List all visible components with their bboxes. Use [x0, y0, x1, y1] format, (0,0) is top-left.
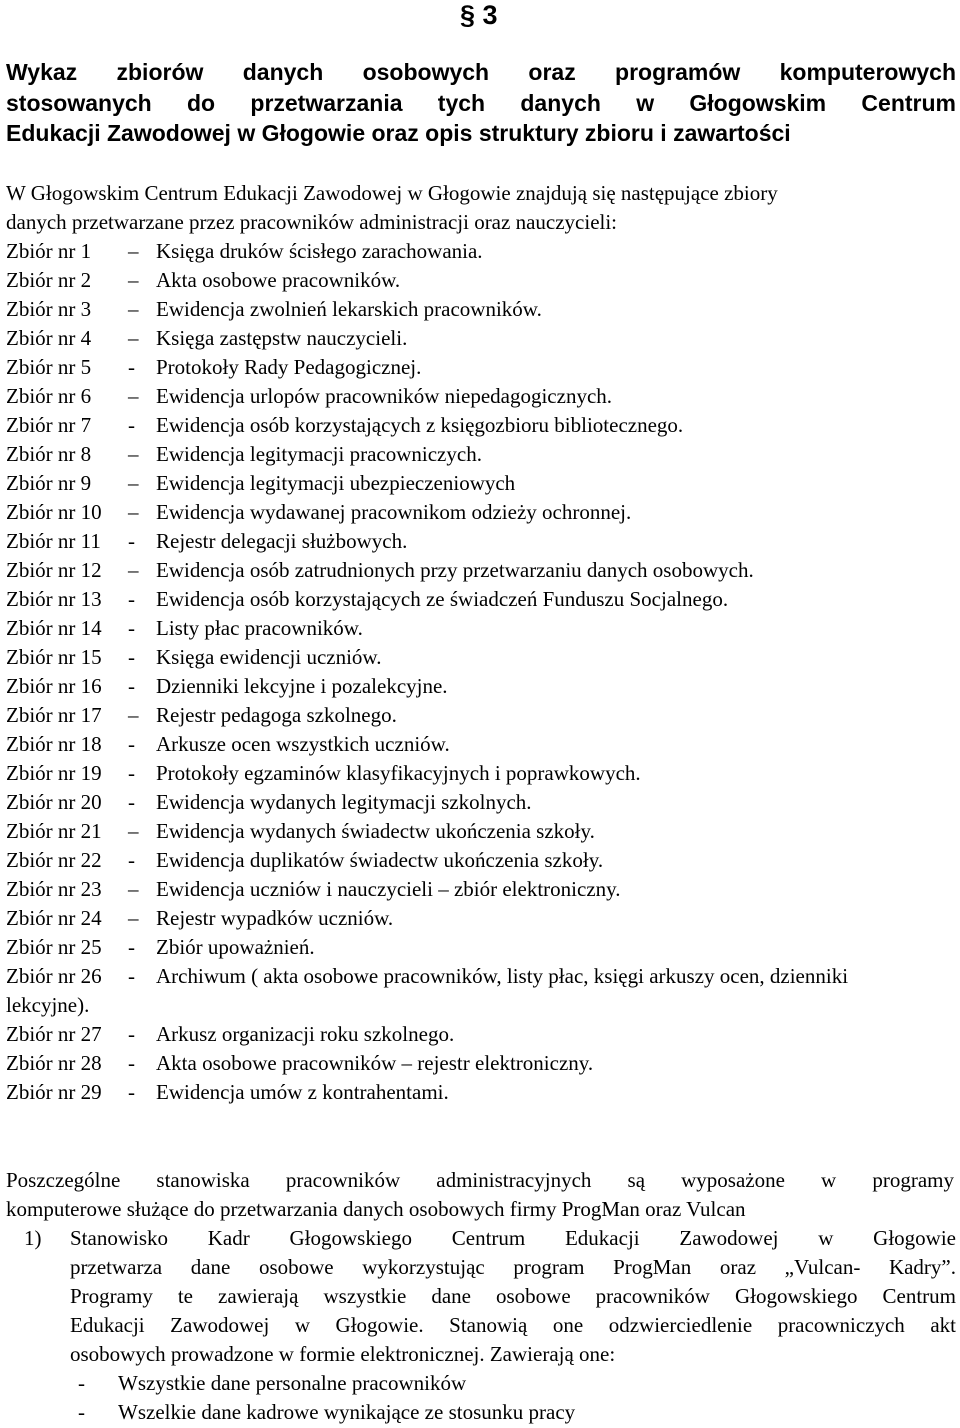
- intro-paragraph: [6, 179, 956, 237]
- collection-name: Ewidencja urlopów pracowników niepedagogicznych.: [156, 384, 613, 408]
- title-line: Edukacji Zawodowej w Głogowie oraz opis struktury zbioru i zawartości: [6, 120, 791, 146]
- document-title: [6, 57, 956, 149]
- collection-item: [6, 353, 956, 382]
- programs-line: komputerowe służące do przetwarzania danych osobowych firmy ProgMan oraz Vulcan: [6, 1197, 746, 1221]
- collection-item: [6, 585, 956, 614]
- collection-number: Zbiór nr 18: [6, 732, 102, 756]
- title-line: stosowanych do przetwarzania tych danych w Głogowskim Centrum: [6, 89, 956, 116]
- collection-number: Zbiór nr 17: [6, 703, 102, 727]
- section-mark: § 3: [460, 0, 498, 30]
- item-line: Stanowisko Kadr Głogowskiego Centrum Edukacji Zawodowej w Głogowie: [70, 1226, 956, 1250]
- collection-name: Rejestr wypadków uczniów.: [156, 906, 394, 930]
- intro-line: W Głogowskim Centrum Edukacji Zawodowej w Głogowie znajdują się następujące zbiory: [6, 181, 778, 205]
- collection-separator: –: [128, 297, 139, 321]
- collection-item: [6, 469, 956, 498]
- collection-name: Akta osobowe pracowników.: [156, 268, 401, 292]
- collection-name: Ewidencja wydanych legitymacji szkolnych.: [156, 790, 532, 814]
- collection-name: Arkusz organizacji roku szkolnego.: [156, 1022, 455, 1046]
- collection-separator: –: [128, 906, 139, 930]
- collection-name: Księga druków ścisłego zarachowania.: [156, 239, 483, 263]
- collection-number: Zbiór nr 13: [6, 587, 102, 611]
- collection-name: Księga ewidencji uczniów.: [156, 645, 382, 669]
- collections-list: [6, 237, 956, 1107]
- collection-name: Ewidencja duplikatów świadectw ukończenia szkoły.: [156, 848, 604, 872]
- collection-item: [6, 788, 956, 817]
- item-bullet-list: [70, 1369, 956, 1427]
- collection-separator: –: [128, 442, 139, 466]
- collection-separator: –: [128, 819, 139, 843]
- collection-item: [6, 643, 956, 672]
- collection-separator: –: [128, 384, 139, 408]
- bullet-item: [34, 1369, 956, 1398]
- collection-name: Dzienniki lekcyjne i pozalekcyjne.: [156, 674, 448, 698]
- collection-separator: -: [128, 1022, 135, 1046]
- item-line: przetwarza dane osobowe wykorzystując program ProgMan oraz „Vulcan- Kadry”.: [70, 1255, 956, 1279]
- intro-line: danych przetwarzane przez pracowników administracji oraz nauczycieli:: [6, 210, 618, 234]
- collection-name: Ewidencja uczniów i nauczycieli – zbiór elektroniczny.: [156, 877, 621, 901]
- collection-item: [6, 382, 956, 411]
- collection-number: Zbiór nr 11: [6, 529, 101, 553]
- collection-separator: –: [128, 268, 139, 292]
- collection-number: Zbiór nr 25: [6, 935, 102, 959]
- collection-item: [6, 556, 956, 585]
- collection-name: Ewidencja wydawanej pracownikom odzieży ochronnej.: [156, 500, 632, 524]
- collection-separator: -: [128, 616, 135, 640]
- collection-name: Ewidencja zwolnień lekarskich pracowników.: [156, 297, 542, 321]
- collection-name: Księga zastępstw nauczycieli.: [156, 326, 408, 350]
- collection-item: [6, 701, 956, 730]
- collection-name: Ewidencja legitymacji pracowniczych.: [156, 442, 482, 466]
- item-line: Edukacji Zawodowej w Głogowie. Stanowią one odzwierciedlenie pracowniczych akt: [70, 1313, 956, 1337]
- collection-item: [6, 962, 906, 1020]
- collection-name: Rejestr pedagoga szkolnego.: [156, 703, 397, 727]
- item-number: 1): [24, 1226, 42, 1250]
- bullet-item: [34, 1398, 956, 1427]
- collection-number: Zbiór nr 21: [6, 819, 102, 843]
- collection-separator: –: [128, 471, 139, 495]
- collection-item: [6, 1020, 956, 1049]
- collection-item: [6, 266, 956, 295]
- collection-separator: -: [128, 964, 135, 988]
- numbered-item: [24, 1224, 956, 1427]
- collection-separator: -: [128, 790, 135, 814]
- collection-name: Rejestr delegacji służbowych.: [156, 529, 408, 553]
- collection-item: [6, 730, 956, 759]
- collection-number: Zbiór nr 28: [6, 1051, 102, 1075]
- collection-name: Akta osobowe pracowników – rejestr elektroniczny.: [156, 1051, 594, 1075]
- collection-separator: –: [128, 877, 139, 901]
- collection-name: Ewidencja wydanych świadectw ukończenia szkoły.: [156, 819, 595, 843]
- item-body: [70, 1224, 956, 1369]
- bullet-dash: -: [78, 1371, 85, 1395]
- collection-item: [6, 237, 956, 266]
- collection-item: [6, 411, 956, 440]
- item-line: osobowych prowadzone w formie elektronicznej. Zawierają one:: [70, 1342, 616, 1366]
- collection-separator: –: [128, 500, 139, 524]
- collection-number: Zbiór nr 2: [6, 268, 92, 292]
- collection-name: Ewidencja osób korzystających z księgozbioru bibliotecznego.: [156, 413, 684, 437]
- collection-separator: -: [128, 732, 135, 756]
- bullet-text: Wszelkie dane kadrowe wynikające ze stosunku pracy: [118, 1400, 576, 1424]
- collection-separator: –: [128, 326, 139, 350]
- collection-separator: -: [128, 1080, 135, 1104]
- collection-item: [6, 1078, 956, 1107]
- collection-separator: -: [128, 355, 135, 379]
- collection-item: [6, 1049, 956, 1078]
- collection-separator: -: [128, 674, 135, 698]
- collection-number: Zbiór nr 6: [6, 384, 92, 408]
- programs-paragraph: [6, 1166, 954, 1224]
- collection-number: Zbiór nr 9: [6, 471, 92, 495]
- collection-name: Arkusze ocen wszystkich uczniów.: [156, 732, 450, 756]
- collection-number: Zbiór nr 22: [6, 848, 102, 872]
- collection-number: Zbiór nr 27: [6, 1022, 102, 1046]
- collection-number: Zbiór nr 4: [6, 326, 92, 350]
- collection-item: [6, 527, 956, 556]
- collection-number: Zbiór nr 16: [6, 674, 102, 698]
- collection-item: [6, 904, 956, 933]
- collection-number: Zbiór nr 5: [6, 355, 92, 379]
- collection-name: Zbiór upoważnień.: [156, 935, 315, 959]
- collection-separator: -: [128, 935, 135, 959]
- collection-number: Zbiór nr 10: [6, 500, 102, 524]
- collection-separator: –: [128, 703, 139, 727]
- collection-separator: -: [128, 1051, 135, 1075]
- collection-number: Zbiór nr 7: [6, 413, 92, 437]
- collection-separator: -: [128, 587, 135, 611]
- collection-item: [6, 614, 956, 643]
- collection-name: Ewidencja osób korzystających ze świadczeń Funduszu Socjalnego.: [156, 587, 729, 611]
- collection-number: Zbiór nr 19: [6, 761, 102, 785]
- collection-number: Zbiór nr 29: [6, 1080, 102, 1104]
- title-line: Wykaz zbiorów danych osobowych oraz programów komputerowych: [6, 59, 956, 85]
- collection-item: [6, 817, 956, 846]
- programs-line: Poszczególne stanowiska pracowników administracyjnych są wyposażone w programy: [6, 1168, 954, 1192]
- collection-number: Zbiór nr 26: [6, 964, 102, 988]
- collection-item: [6, 933, 956, 962]
- collection-name: Protokoły egzaminów klasyfikacyjnych i poprawkowych.: [156, 761, 641, 785]
- collection-name: Ewidencja legitymacji ubezpieczeniowych: [156, 471, 516, 495]
- collection-number: Zbiór nr 14: [6, 616, 102, 640]
- bullet-text: Wszystkie dane personalne pracowników: [118, 1371, 467, 1395]
- collection-number: Zbiór nr 1: [6, 239, 92, 263]
- collection-item: [6, 875, 956, 904]
- collection-number: Zbiór nr 8: [6, 442, 92, 466]
- collection-number: Zbiór nr 23: [6, 877, 102, 901]
- collection-item: [6, 498, 956, 527]
- collection-separator: -: [128, 848, 135, 872]
- collection-separator: -: [128, 529, 135, 553]
- collection-item: [6, 759, 956, 788]
- collection-separator: –: [128, 239, 139, 263]
- collection-number: Zbiór nr 15: [6, 645, 102, 669]
- collection-number: Zbiór nr 24: [6, 906, 102, 930]
- collection-separator: -: [128, 761, 135, 785]
- collection-name: Listy płac pracowników.: [156, 616, 363, 640]
- collection-number: Zbiór nr 20: [6, 790, 102, 814]
- collection-name: Protokoły Rady Pedagogicznej.: [156, 355, 422, 379]
- collection-name: Ewidencja umów z kontrahentami.: [156, 1080, 449, 1104]
- collection-name: Archiwum ( akta osobowe pracowników, listy płac, księgi arkuszy ocen, dzienniki lekcyjne).: [6, 964, 849, 1017]
- item-line: Programy te zawierają wszystkie dane osobowe pracowników Głogowskiego Centrum: [70, 1284, 956, 1308]
- collection-item: [6, 295, 956, 324]
- collection-number: Zbiór nr 3: [6, 297, 92, 321]
- collection-item: [6, 672, 956, 701]
- collection-number: Zbiór nr 12: [6, 558, 102, 582]
- collection-separator: -: [128, 645, 135, 669]
- bullet-dash: -: [78, 1400, 85, 1424]
- collection-separator: –: [128, 558, 139, 582]
- collection-item: [6, 324, 956, 353]
- collection-item: [6, 846, 956, 875]
- collection-item: [6, 440, 956, 469]
- collection-name: Ewidencja osób zatrudnionych przy przetwarzaniu danych osobowych.: [156, 558, 754, 582]
- collection-separator: -: [128, 413, 135, 437]
